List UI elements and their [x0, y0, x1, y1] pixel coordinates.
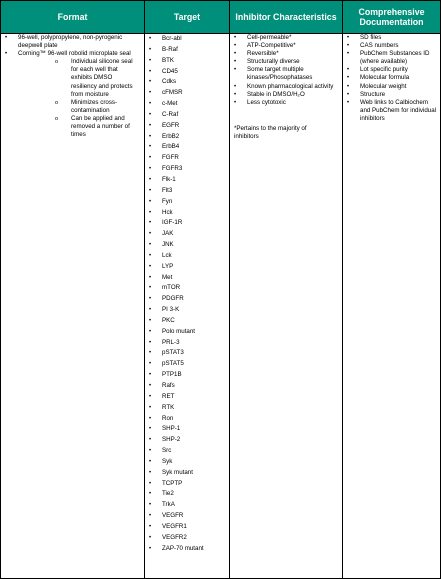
target-list — [145, 34, 225, 555]
target-item: • PI 3-K — [149, 306, 180, 314]
documentation-item: • Structure — [347, 90, 386, 98]
target-item: • LYP — [149, 262, 174, 270]
target-item: • ErbB4 — [149, 143, 180, 151]
inhibitor-item: • Less cytotoxic — [234, 98, 286, 106]
inhibitor-item: • Structurally diverse — [234, 58, 300, 66]
format-item: • Corning™ 96-well robolid microplate seal o Individual silicone seal for each well that exhibits DMSO resiliency and protects from moisture o Minimizes cross-contamination o Can be applied and removed a number of times — [1, 50, 138, 139]
target-item: • IGF-1R — [149, 219, 183, 227]
target-item: • Lck — [149, 251, 172, 259]
documentation-item: • Molecular weight — [347, 82, 407, 90]
target-item: • Flt3 — [149, 186, 173, 194]
header-comprehensive-documentation: Comprehensive Documentation — [358, 7, 425, 27]
target-item: • TrkA — [149, 501, 175, 509]
target-item: • TCPTP — [149, 479, 183, 487]
target-item: • SHP-2 — [149, 436, 181, 444]
target-column — [145, 34, 229, 555]
inhibitor-item: • Some target multiple kinases/Phosophatases — [234, 66, 313, 82]
target-item: • ErbB2 — [149, 132, 180, 140]
target-item: • B-Raf — [149, 45, 178, 53]
target-item: • RET — [149, 392, 175, 400]
target-item: • VEGFR1 — [149, 522, 187, 530]
documentation-item: • SD files — [347, 34, 382, 41]
target-item: • BTK — [149, 56, 175, 64]
documentation-item: • Molecular formula — [347, 74, 410, 82]
inhibitor-column — [230, 34, 342, 141]
header-format: Format — [57, 12, 88, 22]
target-item: • JAK — [149, 230, 174, 238]
format-column — [1, 34, 144, 139]
target-item: • Syk mutant — [149, 468, 193, 476]
target-item: • c-Met — [149, 100, 178, 108]
header-inhibitor-characteristics: Inhibitor Characteristics — [235, 12, 337, 22]
target-item: • Hck — [149, 208, 173, 216]
inhibitor-item: • ATP-Competitive* — [234, 42, 296, 50]
format-sublist — [18, 58, 138, 139]
inhibitor-item: • Known pharmacological activity — [234, 82, 334, 90]
documentation-item: • Web links to Calbiochem and PubChem for individual inhibitors — [347, 98, 437, 122]
format-subitem: o Minimizes cross-contamination — [55, 98, 118, 114]
inhibitor-item: • Stable in DMSO/H₂O — [234, 90, 305, 98]
target-item: • Met — [149, 273, 173, 281]
inhibitor-list — [230, 34, 338, 107]
documentation-item: • Lot specific purity — [347, 66, 408, 74]
inhibitor-item: • Cell-permeable* — [234, 34, 292, 41]
target-item: • ZAP-70 mutant — [149, 544, 204, 552]
target-item: • VEGFR — [149, 512, 184, 520]
target-item: • cFMSR — [149, 89, 183, 97]
target-item: • Polo mutant — [149, 327, 196, 335]
target-item: • FGFR3 — [149, 165, 183, 173]
inhibitor-item: • Reversible* — [234, 50, 279, 58]
target-item: • pSTAT5 — [149, 360, 184, 368]
target-item: • Flk-1 — [149, 175, 176, 183]
target-item: • mTOR — [149, 284, 181, 292]
target-item: • VEGFR2 — [149, 533, 187, 541]
target-item: • RTK — [149, 403, 175, 411]
documentation-column — [343, 34, 440, 123]
documentation-item: • CAS numbers — [347, 42, 399, 50]
target-item: • Fyn — [149, 197, 173, 205]
target-item: • pSTAT3 — [149, 349, 184, 357]
target-item: • Syk — [149, 457, 173, 465]
target-item: • PTP1B — [149, 371, 182, 379]
target-item: • CD45 — [149, 67, 178, 75]
target-item: • Cdks — [149, 78, 177, 86]
target-item: • PDGFR — [149, 295, 184, 303]
documentation-list — [343, 34, 436, 123]
format-item: • 96-well, polypropylene, non-pyrogenic deepwell plate — [5, 34, 123, 50]
target-item: • Ron — [149, 414, 174, 422]
target-item: • JNK — [149, 241, 174, 249]
inhibitor-footnote: *Pertains to the majority of inhibitors — [234, 124, 307, 140]
target-item: • FGFR — [149, 154, 179, 162]
format-subitem: o Can be applied and removed a number of times — [55, 114, 130, 139]
target-item: • Bcr-abl — [149, 35, 182, 42]
header-target: Target — [173, 12, 201, 22]
target-item: • PKC — [149, 316, 175, 324]
target-item: • C-Raf — [149, 110, 179, 118]
format-subitem: o Individual silicone seal for each well that exhibits DMSO resiliency and protects from moisture — [55, 58, 133, 98]
target-item: • Src — [149, 447, 172, 455]
target-item: • PRL-3 — [149, 338, 180, 346]
target-item: • Tie2 — [149, 490, 174, 498]
documentation-item: • PubChem Substances ID (where available) — [347, 50, 430, 66]
target-item: • Rafs — [149, 382, 175, 389]
format-list — [1, 34, 138, 139]
target-item: • SHP-1 — [149, 425, 181, 433]
target-item: • EGFR — [149, 121, 180, 129]
table-header-row — [1, 1, 440, 34]
